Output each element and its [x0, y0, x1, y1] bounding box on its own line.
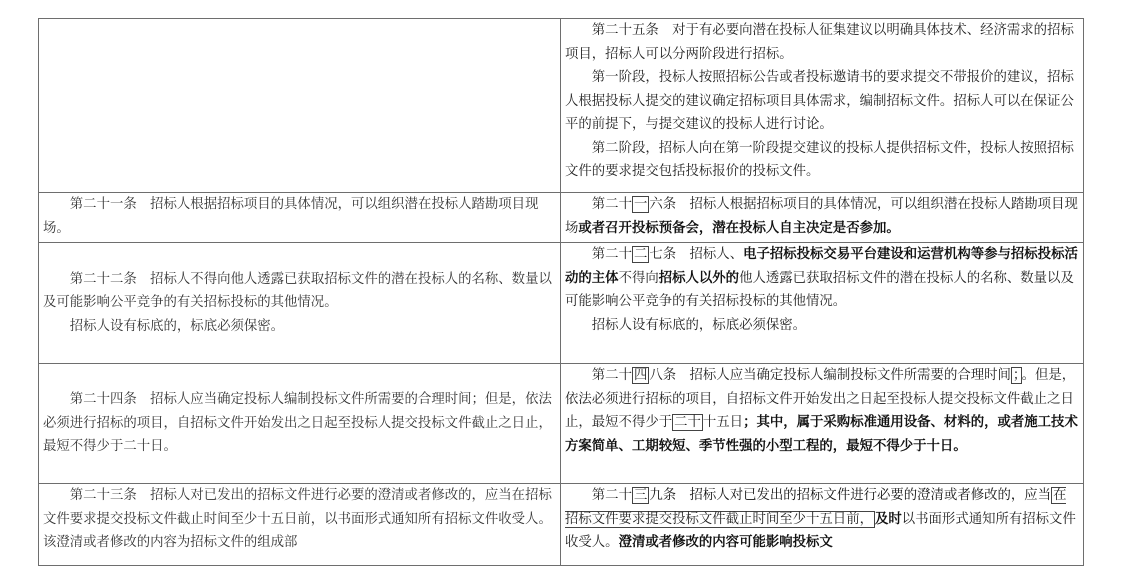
added-text: 或者召开投标预备会，潜在投标人自主决定是否参加。: [578, 219, 900, 236]
old-article-22-p1: 第二十二条 招标人不得向他人透露已获取招标文件的潜在投标人的名称、数量以及可能影响公平竞争的有关招标投标的其他情况。: [43, 271, 552, 311]
table-row: [39, 19, 1084, 193]
old-article-22: [43, 243, 556, 363]
comparison-table: [38, 18, 1084, 566]
deleted-mark: ；: [1012, 368, 1020, 383]
deleted-mark: 一: [633, 197, 648, 212]
old-text-cell: [39, 193, 561, 243]
table-row: [39, 484, 1084, 566]
added-text: ；其中，属于采购标准通用设备、材料的，或者施工技术方案简单、工期较短、季节性强的小型工程的，最短不得少于十日。: [565, 414, 1078, 454]
table-row: [39, 193, 1084, 243]
old-article-22-p2: 招标人设有标底的，标底必须保密。: [69, 318, 285, 334]
old-article-24: 第二十四条 招标人应当确定投标人编制投标文件所需要的合理时间；但是，依法必须进行招标的项目，自招标文件开始发出之日起至投标人提交投标文件截止之日止，最短不得少于二十日。: [43, 392, 552, 455]
deleted-mark: 二: [633, 247, 648, 262]
added-text: 电子招标投标交易平台建设和运营机构等参与招标投标活动的主体: [565, 246, 1078, 286]
new-article-28: 第二十 四 八条 招标人应当确定投标人编制投标文件所需要的合理时间 ； 。但是，依法必须进行招标的项目，自招标文件开始发出之日起至投标人提交投标文件截止之日止，最短不得少于 二十 十五日；其中，属于采购标准通用设备、材料的，或者施工技术方案简单、工期较短、季节性强的小型工程的，最短不得少于十日。: [565, 368, 1078, 454]
old-text-cell: [39, 243, 561, 364]
deleted-mark: 三: [633, 488, 648, 503]
old-text-cell: [39, 484, 561, 566]
old-text-cell: [39, 19, 561, 193]
new-text-cell: [561, 19, 1084, 193]
new-text-cell: [561, 243, 1084, 364]
article-25-p2: 第一阶段，投标人按照招标公告或者投标邀请书的要求提交不带报价的建议，招标人根据投标人提交的建议确定招标项目具体需求，编制招标文件。招标人可以在保证公平的前提下，与提交建议的投标人进行讨论。: [565, 70, 1074, 132]
old-text-cell: [39, 364, 561, 484]
added-text: 招标人以外的: [658, 269, 740, 286]
new-article-26: 第二十 一 六条 招标人根据招标项目的具体情况，可以组织潜在投标人踏勘项目现场或者召开投标预备会，潜在投标人自主决定是否参加。: [565, 197, 1078, 236]
article-25-p1: 第二十五条 对于有必要向潜在投标人征集建议以明确具体技术、经济需求的招标项目，招标人可以分两阶段进行招标。: [565, 23, 1074, 62]
table-row: [39, 364, 1084, 484]
article-25-p3: 第二阶段，招标人向在第一阶段提交建议的投标人提供招标文件，投标人按照招标文件的要求提交包括投标报价的投标文件。: [565, 140, 1074, 179]
old-article-21: 第二十一条 招标人根据招标项目的具体情况，可以组织潜在投标人踏勘项目现场。: [43, 197, 539, 236]
new-text-cell: [561, 193, 1084, 243]
added-text: 及时: [874, 510, 902, 527]
table-row: [39, 243, 1084, 364]
deleted-mark: 四: [633, 368, 648, 383]
deleted-mark: 二十: [674, 415, 701, 430]
added-text: 澄清或者修改的内容可能影响投标文: [618, 534, 833, 550]
new-article-29: 第二十 三 九条 招标人对已发出的招标文件进行必要的澄清或者修改的，应当 在招标文件要求提交投标文件截止时间至少十五日前， 及时以书面形式通知所有招标文件收受人。澄清或者修改的内容可能影响投标文: [565, 488, 1076, 550]
new-article-27: 第二十 二 七条 招标人、电子招标投标交易平台建设和运营机构等参与招标投标活动的主体不得向招标人以外的他人透露已获取招标文件的潜在投标人的名称、数量以及可能影响公平竞争的有关招标投标的其他情况。: [565, 246, 1078, 309]
new-text-cell: [561, 364, 1084, 484]
new-article-27-p2: 招标人设有标底的，标底必须保密。: [591, 317, 807, 333]
old-article-23: 第二十三条 招标人对已发出的招标文件进行必要的澄清或者修改的，应当在招标文件要求提交投标文件截止时间至少十五日前，以书面形式通知所有招标文件收受人。该澄清或者修改的内容为招标文件的组成部: [43, 488, 552, 550]
deleted-mark: 在招标文件要求提交投标文件截止时间至少十五日前，: [565, 488, 1067, 527]
new-text-cell: [561, 484, 1084, 566]
